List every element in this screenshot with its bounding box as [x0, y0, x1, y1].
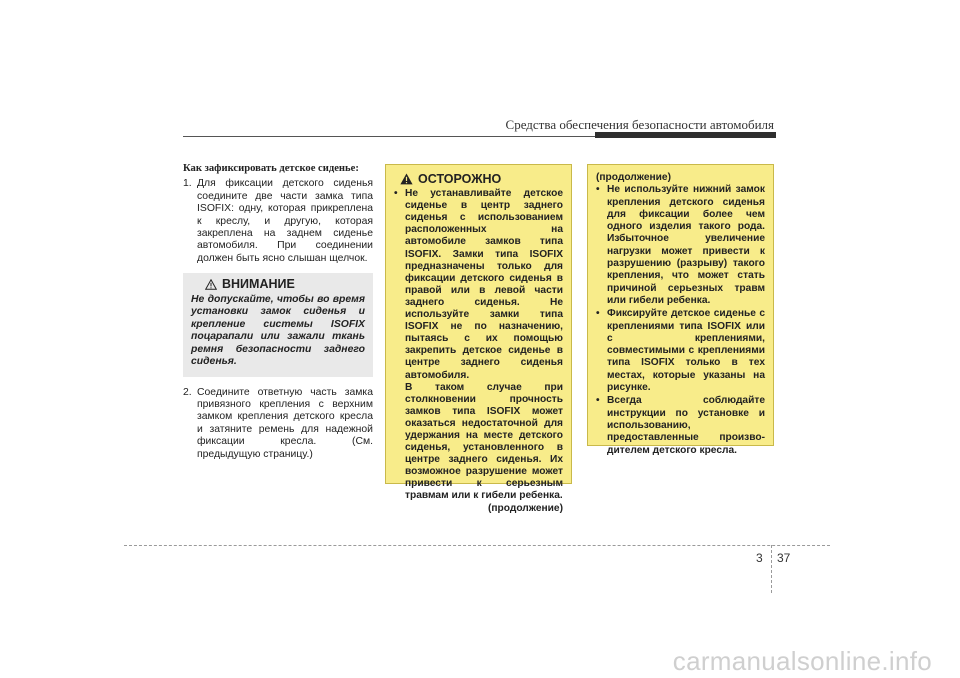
warning-triangle-icon: [400, 173, 413, 185]
warning-item-text: Не устанавливайте детское сиденье в центр заднего сиденья с использованием расположенных на автомобиле замков типа ISOFIX. Замки типа ISOFIX предназначены только для фиксации детского сиденья в правой или в левой части заднего сиденья. Не используйте замки типа ISOFIX не по назначению, пытаясь с их помощью закрепить детское сиденье в центре заднего сиденья автомобиля.: [405, 188, 563, 381]
warning-heading: [394, 173, 563, 185]
page-chapter: 3: [756, 551, 763, 565]
notice-title: ВНИМАНИЕ: [222, 277, 295, 292]
step-2: [183, 387, 373, 461]
warning-box: [385, 164, 572, 514]
continued-item-2: [596, 308, 765, 394]
page-number: 37: [777, 551, 791, 565]
continued-box: [587, 164, 774, 456]
step-2-number: 2.: [183, 386, 192, 398]
warning-item: [394, 188, 563, 382]
step-1: [183, 178, 373, 265]
footer-divider: [771, 545, 772, 593]
bullet-marker: •: [394, 188, 398, 200]
watermark: carmanualsonline.info: [672, 646, 932, 676]
continued-heading: (продолжение): [596, 172, 671, 183]
continued-item-2-text: Фиксируйте детское сиденье с креплениями типа ISOFIX или с креплениями, совместимыми с креплениями типа ISOFIX только в тех местах, которые указаны на рисунке.: [607, 308, 765, 394]
warning-item-paragraph-2: В таком случае при столкновении прочность замков типа ISOFIX может оказаться недостаточной для удержания на месте детского сиденья, установленного в центре заднего сиденья. Их возможное разрушение может привести к серьезным травмам или к гибели ребенка.: [405, 381, 563, 502]
continued-item-3-text: Всегда соблюдайте инструкции по установке и использованию, предоставленные произво-дителем детского кресла.: [607, 395, 765, 456]
section-heading: Как зафиксировать детское сиденье:: [183, 163, 359, 174]
step-2-text: Соедините ответную часть замка привязного крепления с верхним замком крепления детского кресла и затяните ремень для надежной фиксации кресла. (См. предыдущую страницу.): [197, 386, 373, 460]
continued-item-1-text: Не используйте нижний замок крепления детского сиденья для фиксации более чем одного изделия такого рода. Избыточное увеличение нагрузки может привести к разрушению (разрыву) такого крепления, что может стать причиной серьезных травм или гибели ребенка.: [607, 184, 765, 306]
notice-box: [183, 273, 373, 376]
continued-item-3: [596, 395, 765, 456]
warning-continued: (продолжение): [488, 502, 563, 514]
header-accent-bar: [595, 132, 776, 138]
footer-rule: [124, 545, 830, 546]
step-1-text: Для фиксации детского сиденья соедините две части замка типа ISOFIX: одну, которая прикреплена к креслу, и другую, которая закреплена на заднем сиденье автомобиля. При соединении должен быть ясно слышан щелчок.: [197, 178, 373, 264]
bullet-marker: •: [596, 308, 600, 320]
header-title: Средства обеспечения безопасности автомобиля: [505, 117, 774, 132]
step-1-number: 1.: [183, 178, 192, 190]
warning-title: ОСТОРОЖНО: [418, 172, 502, 186]
notice-heading: [191, 278, 365, 290]
notice-triangle-icon: [205, 279, 217, 290]
bullet-marker: •: [596, 184, 600, 196]
left-column: [183, 163, 373, 461]
notice-text: Не допускайте, чтобы во время установки замок сиденья и крепление системы ISOFIX поцарапали или зажали ткань ремня безопасности заднего сиденья.: [191, 293, 365, 368]
bullet-marker: •: [596, 395, 600, 407]
continued-item-1: [596, 184, 765, 307]
